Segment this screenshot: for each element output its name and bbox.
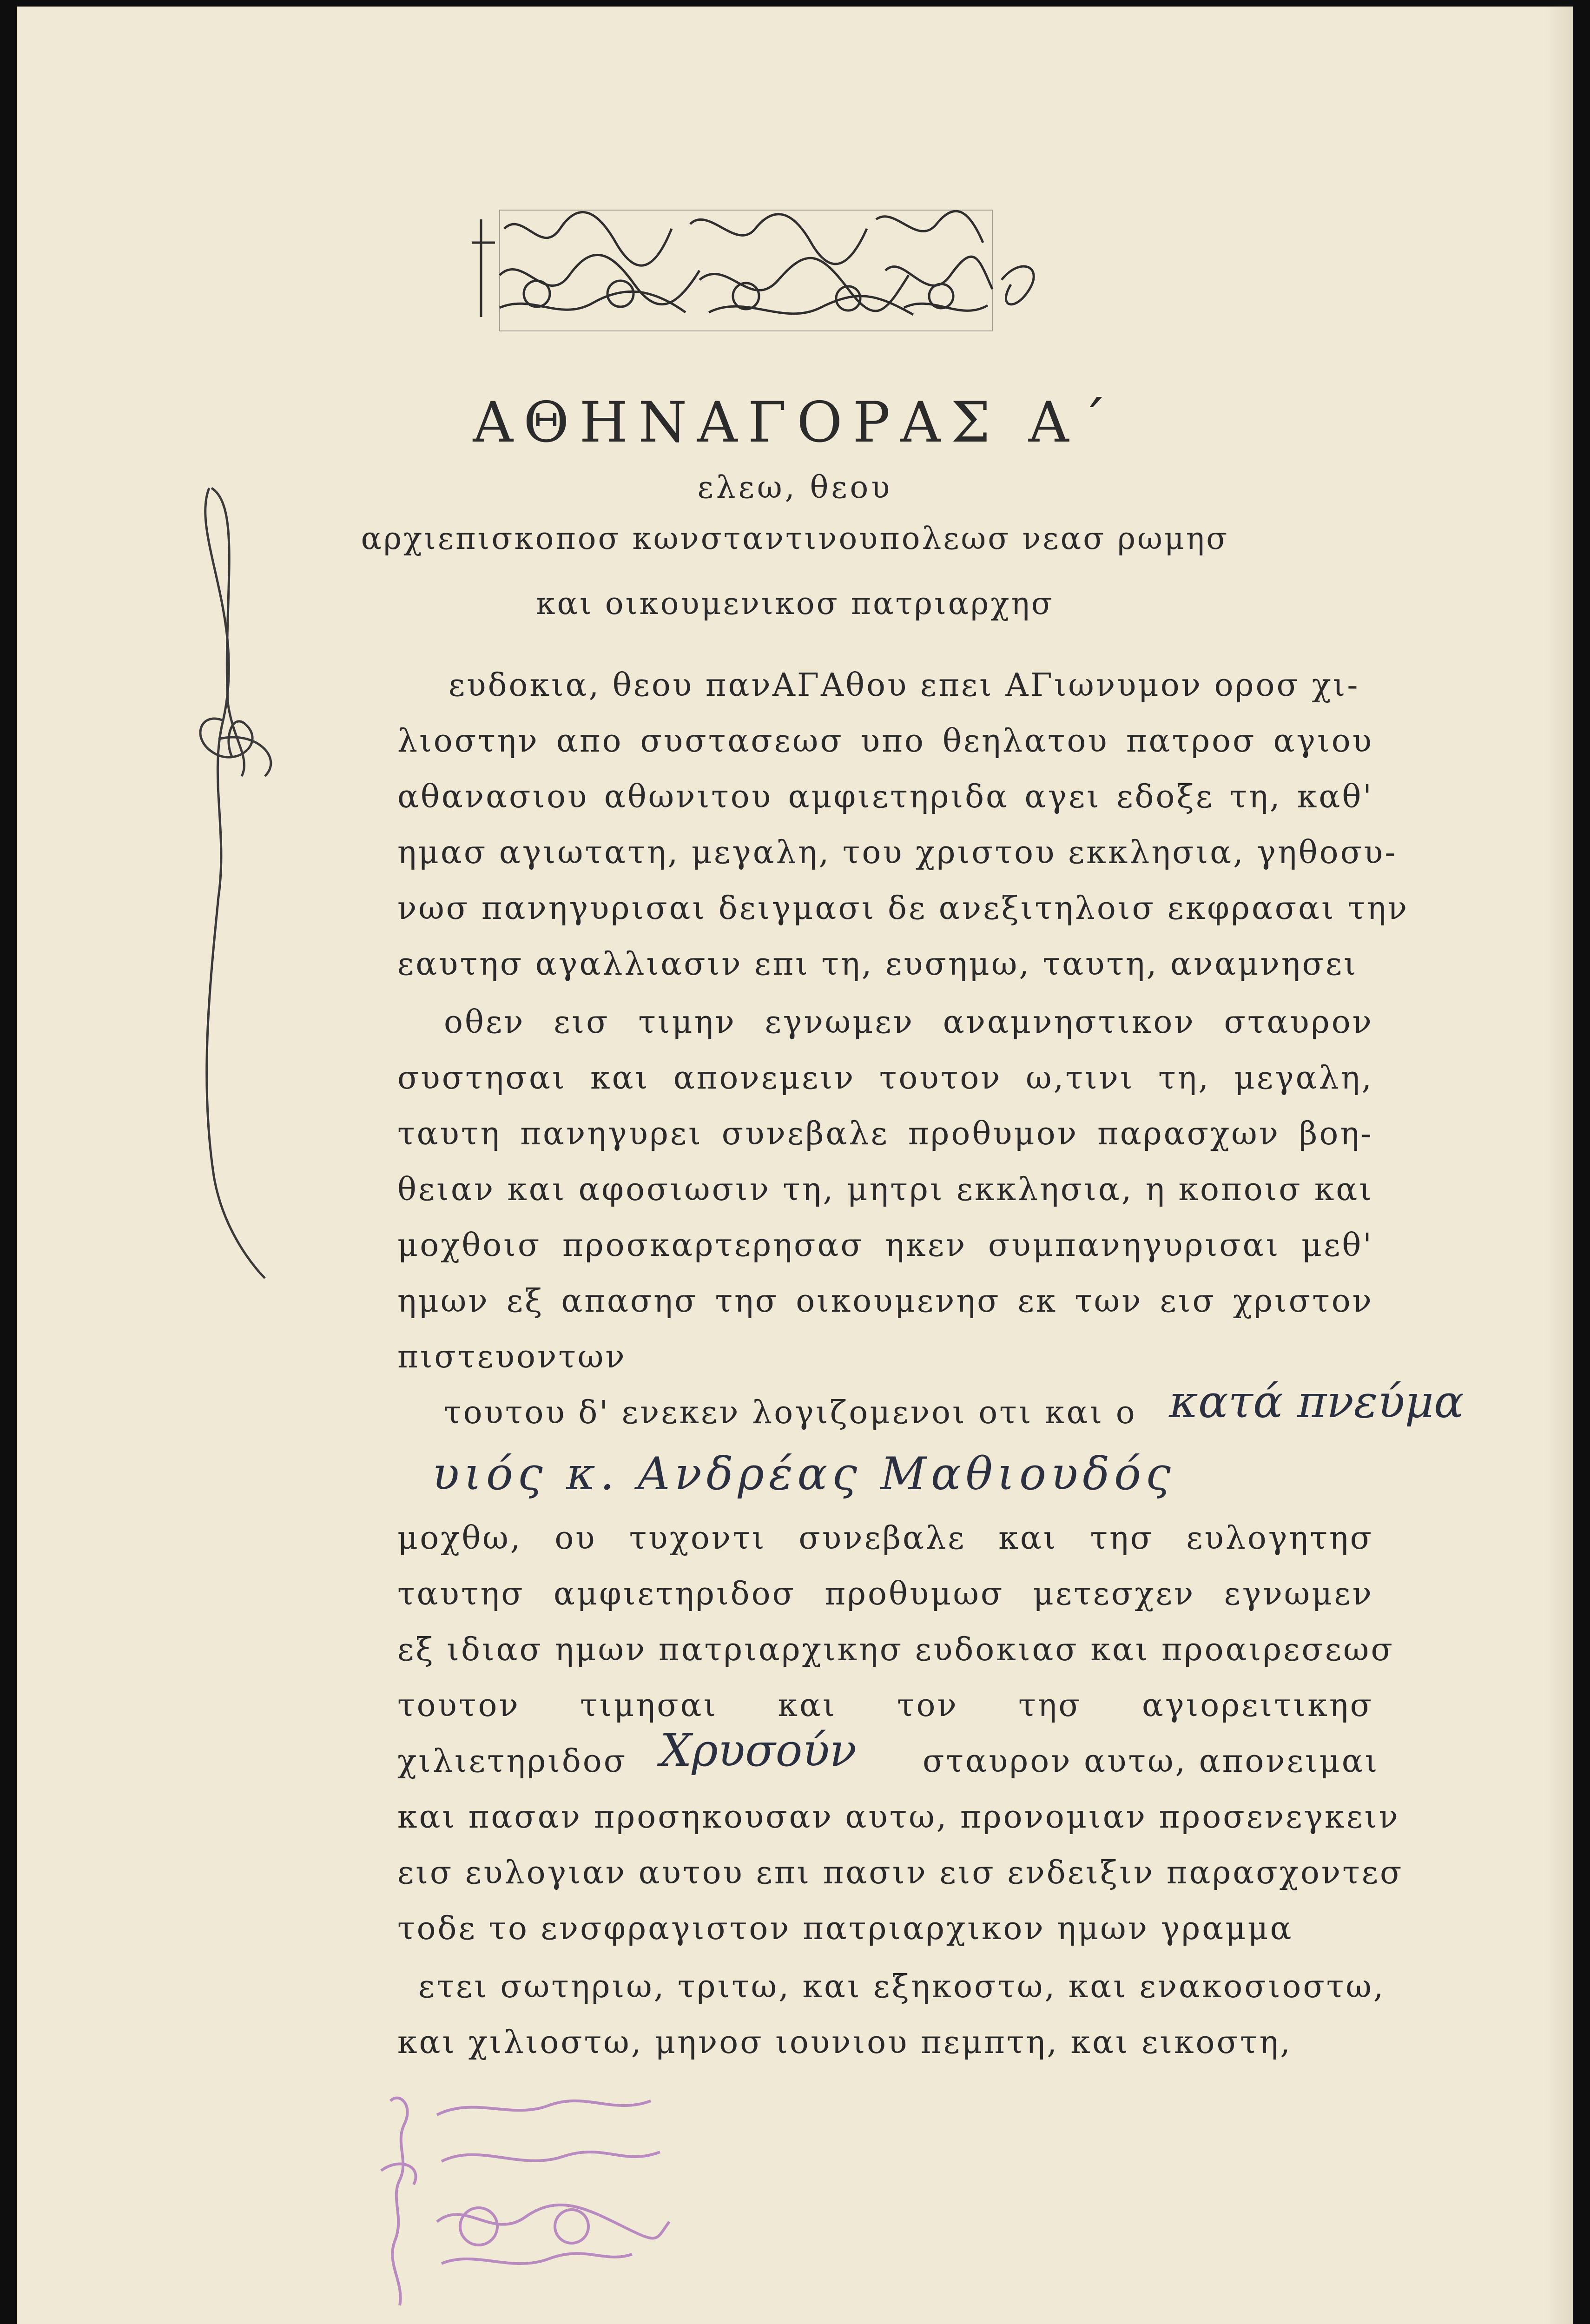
handwritten-name: υιός κ. Ανδρέας Μαθιουδός: [432, 1448, 1175, 1500]
text-line: μοχθω, ου τυχοντι συνεβαλε και τησ ευλογητησ: [397, 1520, 1373, 1557]
paper-edge-stain: [1544, 7, 1572, 2324]
text-line: ημασ αγιωτατη, μεγαλη, του χριστου εκκλησια, γηθοσυ-: [397, 834, 1398, 871]
text-line: τοδε το ενσφραγιστον πατριαρχικον ημων γραμμα: [397, 1910, 1293, 1947]
text-line: αθανασιου αθωνιτου αμφιετηριδα αγει εδοξε τη, καθ': [397, 779, 1373, 815]
text-line: μοχθοισ προσκαρτερησασ ηκεν συμπανηγυρισαι μεθ': [397, 1227, 1373, 1264]
text-line: εαυτησ αγαλλιασιν επι τη, ευσημω, ταυτη, αναμνησει: [397, 946, 1358, 983]
text-line: και χιλιοστω, μηνοσ ιουνιου πεμπτη, και εικοστη,: [397, 2024, 1292, 2061]
text-line: ετει σωτηριω, τριτω, και εξηκοστω, και ενακοσιοστω,: [418, 1968, 1385, 2005]
seal-string: [172, 479, 293, 1287]
text-line: λιοστην απο συστασεωσ υπο θεηλατου πατροσ αγιου: [397, 723, 1373, 759]
text-line: εξ ιδιασ ημων πατριαρχικησ ευδοκιασ και προαιρεσεωσ: [397, 1631, 1394, 1668]
text-line: νωσ πανηγυρισαι δειγμασι δε ανεξιτηλοισ εκφρασαι την: [397, 890, 1409, 927]
handwritten-insert: Χρυσούν: [660, 1724, 857, 1776]
text-line: χιλιετηριδοσ: [397, 1743, 627, 1780]
document-subtitle-3: και οικουμενικοσ πατριαρχησ: [536, 586, 1054, 621]
text-line: σταυρον αυτω, απονειμαι: [923, 1743, 1379, 1780]
text-line: ταυτησ αμφιετηριδοσ προθυμωσ μετεσχεν εγνωμεν: [397, 1576, 1373, 1612]
purple-stamp: [372, 2087, 688, 2324]
patriarchal-monogram: [467, 201, 1053, 336]
document-subtitle-1: ελεω, θεου: [697, 469, 893, 505]
text-line: οθεν εισ τιμην εγνωμεν αναμνηστικον σταυρον: [444, 1004, 1373, 1041]
text-line: τουτον τιμησαι και τον τησ αγιορειτικησ: [397, 1687, 1373, 1724]
document-subtitle-2: αρχιεπισκοποσ κωνσταντινουπολεωσ νεασ ρωμησ: [361, 521, 1229, 556]
text-line: ταυτη πανηγυρει συνεβαλε προθυμον παρασχων βοη-: [397, 1116, 1373, 1152]
text-line: πιστευοντων: [397, 1339, 627, 1375]
text-line: εισ ευλογιαν αυτου επι πασιν εισ ενδειξιν παρασχοντεσ: [397, 1855, 1404, 1891]
text-line: θειαν και αφοσιωσιν τη, μητρι εκκλησια, η κοποισ και: [397, 1171, 1373, 1208]
text-line: συστησαι και απονεμειν τουτον ω,τινι τη, μεγαλη,: [397, 1060, 1373, 1096]
document-title: ΑΘΗΝΑΓΟΡΑΣ Α΄: [473, 390, 1117, 455]
text-line: ευδοκια, θεου πανΑΓΑθου επει ΑΓιωνυμον οροσ χι-: [449, 667, 1360, 704]
text-line: και πασαν προσηκουσαν αυτω, προνομιαν προσενεγκειν: [397, 1799, 1400, 1835]
handwritten-insert: κατά πνεύμα: [1169, 1376, 1464, 1428]
text-line: ημων εξ απασησ τησ οικουμενησ εκ των εισ χριστον: [397, 1283, 1373, 1320]
text-line: τουτου δ' ενεκεν λογιζομενοι οτι και ο: [444, 1394, 1137, 1431]
